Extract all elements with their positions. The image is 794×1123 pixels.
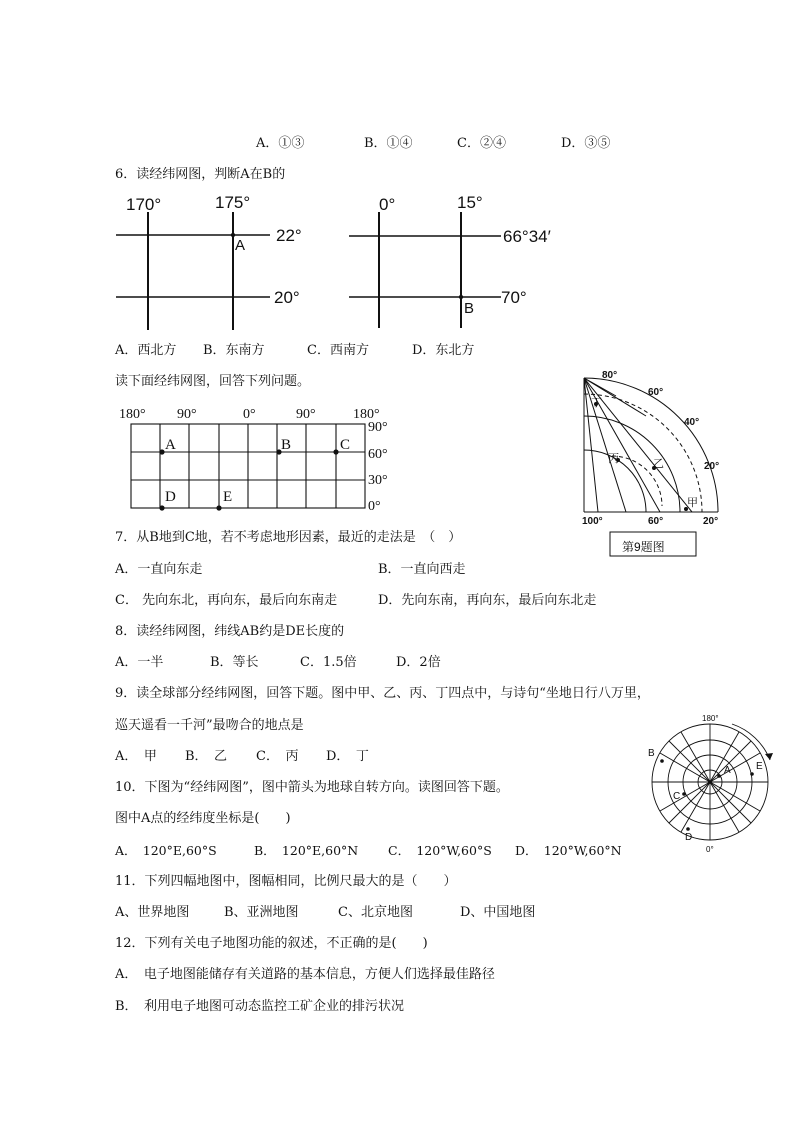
q6-point-a: A <box>235 237 246 254</box>
q8-option-a: A．一半 <box>115 655 164 670</box>
polar-point-ding: 丁 <box>591 397 602 409</box>
q6-option-c: C．西南方 <box>307 343 369 358</box>
grid-top-180-right: 180° <box>353 407 380 422</box>
q5-option-d: D．③⑤ <box>561 136 611 151</box>
polar-lon-100: 100° <box>582 516 603 527</box>
q12-stem: 12．下列有关电子地图功能的叙述，不正确的是( ) <box>115 936 428 951</box>
q12-option-b: B． 利用电子地图可动态监控工矿企业的排污状况 <box>115 999 405 1014</box>
q10-option-b: B． 120°E,60°N <box>254 843 359 858</box>
q6-right-lon-0: 0° <box>379 195 396 214</box>
q6-option-a: A．西北方 <box>115 343 177 358</box>
q10-stem: 10．下图为“经纬网图”，图中箭头为地球自转方向。读图回答下题。 <box>115 780 509 795</box>
grid-right-0: 0° <box>368 499 381 514</box>
q8-option-d: D．2倍 <box>396 655 441 670</box>
q5-option-b: B．①④ <box>364 136 413 151</box>
polar-point-jia: 甲 <box>687 497 698 509</box>
q6-right-lat-6634: 66°34′ <box>503 227 551 246</box>
q11-option-d: D、中国地图 <box>460 905 536 920</box>
polar-point-bing: 丙 <box>608 453 619 465</box>
q5-option-c: C．②④ <box>457 136 506 151</box>
q6-option-d: D．东北方 <box>412 343 475 358</box>
q10-option-d: D． 120°W,60°N <box>515 843 622 858</box>
q8-option-c: C．1.5倍 <box>300 655 357 670</box>
q9-option-d: D． 丁 <box>326 749 369 764</box>
q6-right-lon-15: 15° <box>457 193 483 212</box>
q5-option-a: A．①③ <box>256 136 305 151</box>
q11-stem: 11．下列四幅地图中，图幅相同，比例尺最大的是（ ） <box>115 874 457 889</box>
polar-lat-40: 40° <box>684 417 700 428</box>
polar-circle-point-c: C <box>673 791 681 802</box>
q7-stem: 7．从B地到C地，若不考虑地形因素，最近的走法是 （ ） <box>115 530 462 545</box>
q6-left-lon-175: 175° <box>215 193 251 212</box>
grid-top-90-left: 90° <box>177 407 197 422</box>
polar-circle-point-a: A <box>724 765 731 776</box>
grid-top-90-right: 90° <box>296 407 316 422</box>
q8-stem: 8．读经纬网图，纬线AB约是DE长度的 <box>115 624 345 639</box>
polar-lon-60: 60° <box>648 516 664 527</box>
grid-top-0: 0° <box>243 407 256 422</box>
q10-sub: 图中A点的经纬度坐标是( ) <box>115 811 291 826</box>
q6-option-b: B．东南方 <box>203 343 265 358</box>
polar-circle-map <box>640 712 780 854</box>
q11-option-b: B、亚洲地图 <box>224 905 299 920</box>
polar-quadrant-map <box>576 366 726 561</box>
grid-point-c: C <box>340 437 351 453</box>
q8-option-b: B．等长 <box>210 655 259 670</box>
q6-left-lat-20: 20° <box>274 288 300 307</box>
grid-point-b: B <box>281 437 292 453</box>
q11-option-a: A、世界地图 <box>115 905 190 920</box>
q9-stem-line2: 巡天遥看一千河”最吻合的地点是 <box>115 718 304 733</box>
q7-option-a: A．一直向东走 <box>115 562 203 577</box>
q11-option-c: C、北京地图 <box>338 905 413 920</box>
grid-map <box>115 402 405 514</box>
intro-text: 读下面经纬网图，回答下列问题。 <box>115 374 311 389</box>
grid-top-180-left: 180° <box>119 407 146 422</box>
q6-left-lon-170: 170° <box>126 195 162 214</box>
polar-caption: 第9题图 <box>622 540 665 554</box>
q6-point-b: B <box>464 300 475 317</box>
q9-stem-line1: 9．读全球部分经纬网图，回答下题。图中甲、乙、丙、丁四点中，与诗句“坐地日行八万里， <box>115 686 650 701</box>
grid-right-30: 30° <box>368 473 388 488</box>
q6-right-lat-70: 70° <box>501 288 527 307</box>
q6-right-grid <box>345 190 560 335</box>
grid-right-60: 60° <box>368 447 388 462</box>
q9-option-b: B． 乙 <box>185 749 228 764</box>
polar-circle-label-0: 0° <box>706 845 714 854</box>
q9-option-c: C． 丙 <box>256 749 299 764</box>
grid-point-e: E <box>223 489 233 505</box>
q10-option-c: C． 120°W,60°S <box>388 843 492 858</box>
q6-left-lat-22: 22° <box>276 226 302 245</box>
q7-option-c: C． 先向东北，再向东，最后向东南走 <box>115 593 338 608</box>
grid-point-d: D <box>165 489 176 505</box>
q10-option-a: A． 120°E,60°S <box>115 843 217 858</box>
q12-option-a: A． 电子地图能储存有关道路的基本信息，方便人们选择最佳路径 <box>115 967 495 982</box>
polar-circle-point-d: D <box>685 832 693 843</box>
polar-lat-20: 20° <box>704 461 720 472</box>
q6-stem: 6．读经纬网图，判断A在B的 <box>115 167 286 182</box>
polar-lat-80: 80° <box>602 370 618 381</box>
grid-right-90: 90° <box>368 420 388 435</box>
q6-left-grid <box>110 190 320 335</box>
grid-point-a: A <box>165 437 176 453</box>
polar-point-yi: 乙 <box>653 458 664 470</box>
polar-lon-20: 20° <box>703 516 719 527</box>
q7-option-b: B．一直向西走 <box>378 562 466 577</box>
polar-circle-label-180: 180° <box>702 714 719 723</box>
polar-circle-point-e: E <box>756 761 763 772</box>
polar-circle-point-b: B <box>648 748 655 759</box>
q9-option-a: A． 甲 <box>115 749 157 764</box>
polar-lat-60: 60° <box>648 387 664 398</box>
q7-option-d: D．先向东南，再向东，最后向东北走 <box>378 593 597 608</box>
